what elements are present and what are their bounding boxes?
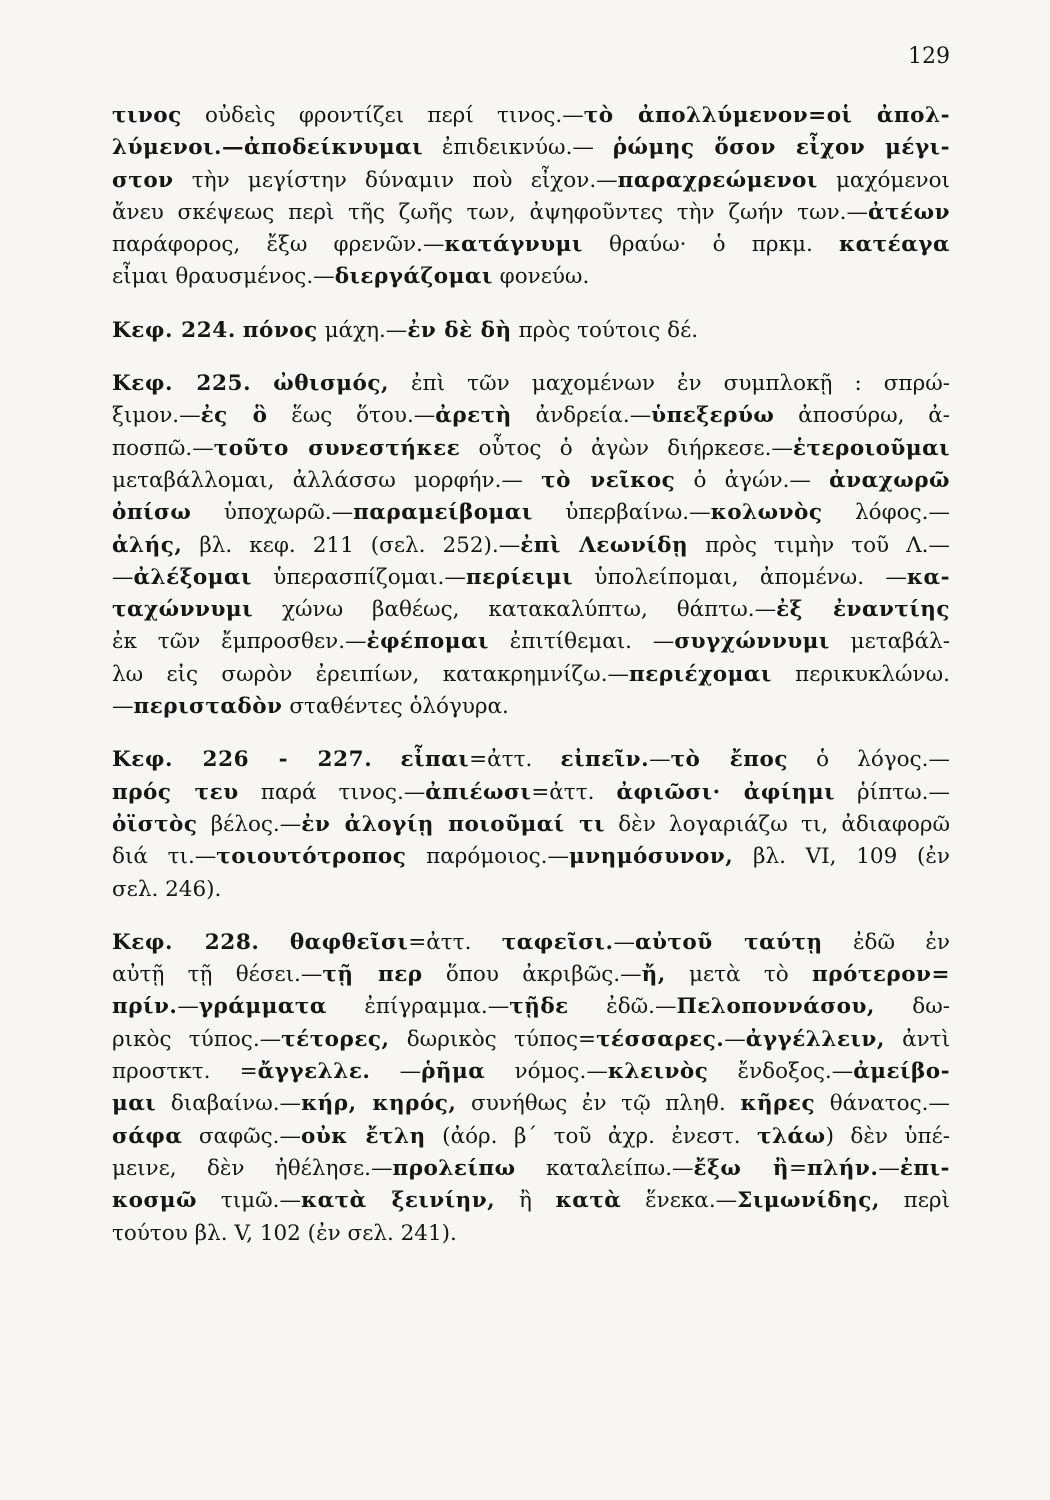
text-line [112, 497, 950, 529]
gloss-text: παρά τινος.— [238, 779, 426, 805]
text-line [112, 1121, 950, 1153]
gloss-text: — [112, 694, 134, 720]
paragraph-1 [112, 100, 950, 294]
headword: ὑπεξερύω [651, 403, 775, 429]
text-line [112, 777, 950, 809]
text-line [112, 1024, 950, 1056]
gloss-text [236, 318, 243, 343]
headword: κολωνὸς [710, 500, 823, 526]
headword: περισταδὸν [133, 694, 283, 720]
headword: παραχρεώμενοι [617, 167, 818, 193]
headword: κοσμῶ [112, 1188, 198, 1214]
headword: ὀπίσω [112, 500, 192, 526]
headword: ῥῆμα [421, 1059, 486, 1085]
headword: κλεινὸς [607, 1059, 709, 1085]
gloss-text: λόφος.— [822, 500, 950, 526]
headword: ἐπὶ Λεωνίδῃ [520, 532, 689, 558]
gloss-text: δωρικὸς τύπος= [389, 1026, 597, 1052]
text-line [112, 433, 950, 465]
text-line [112, 368, 950, 400]
text-line [112, 315, 950, 347]
text-line [112, 927, 950, 959]
paragraph-chapter-225 [112, 368, 950, 723]
headword: ἀναχωρῶ [829, 467, 950, 493]
headword: οὐκ ἔτλη [301, 1123, 426, 1149]
headword: κατάγνυμι [444, 232, 583, 258]
headword: κῆρες [740, 1091, 816, 1117]
headword: παραμείβομαι [353, 500, 533, 526]
headword: Σιμωνίδης, [737, 1188, 880, 1214]
text-line [112, 1056, 950, 1088]
gloss-text: τούτου βλ. V, 102 (ἐν σελ. 241). [112, 1220, 457, 1246]
gloss-text: τιμῶ.— [197, 1188, 301, 1214]
gloss-text: παράφορος, ἔξω φρενῶν.— [112, 232, 445, 258]
headword: ἀτέων [868, 199, 950, 225]
gloss-text: — [177, 994, 199, 1020]
headword: τὸ ἀπολλύμενον=οἱ ἀπολ- [583, 103, 950, 128]
text-line [112, 132, 950, 164]
text-line [112, 229, 950, 261]
headword: διεργάζομαι [334, 264, 493, 290]
text-line [112, 626, 950, 658]
gloss-text: μεταβάλ- [829, 629, 950, 655]
text-line [112, 197, 950, 229]
text-line [112, 530, 950, 562]
gloss-text: ὑπολείπομαι, ἀπομένω. — [573, 564, 907, 590]
gloss-text: ἐκ τῶν ἔμπροσθεν.— [112, 629, 367, 655]
headword: τὸ ἔπος [670, 747, 788, 773]
headword: τινος [112, 103, 182, 128]
headword: θαφθεῖσι [289, 929, 409, 955]
text-line [112, 594, 950, 626]
headword: ἀφιῶσι· ἀφίημι [616, 779, 835, 805]
gloss-text: ὁ λόγος.— [787, 747, 950, 773]
headword: ἀπιέωσι [425, 779, 532, 805]
gloss-text: περὶ [879, 1188, 950, 1214]
gloss-text: ἕως ὅτου.— [267, 403, 436, 429]
gloss-text: ὅπου ἀκριβῶς.— [422, 962, 642, 988]
gloss-text: παρόμοιος.— [406, 844, 569, 870]
headword: τὸ νεῖκος [541, 467, 676, 493]
headword: ταχώννυμι [112, 597, 254, 623]
gloss-text: (ἀόρ. β΄ τοῦ ἀχρ. ἐνεστ. [425, 1123, 757, 1149]
text-line [112, 400, 950, 432]
gloss-text: ἐπιτίθεμαι. — [488, 629, 675, 655]
gloss-text: περικυκλώνω. [771, 661, 950, 687]
text-line [112, 874, 950, 906]
gloss-text: διαβαίνω.— [156, 1091, 302, 1117]
headword: ἔξω ἢ [693, 1155, 789, 1181]
headword: σάφα [112, 1123, 183, 1149]
chapter-heading: Κεφ. 226 - 227. [112, 747, 373, 773]
headword: πρότερον= [812, 962, 950, 988]
headword: ἑτεροιοῦμαι [792, 435, 950, 461]
gloss-text: ἐδῶ.— [568, 994, 677, 1020]
headword: στον [112, 167, 174, 193]
headword: περίειμι [465, 564, 574, 590]
gloss-text: =ἀττ. [469, 747, 561, 773]
gloss-text: λω εἰς σωρὸν ἐρειπίων, κατακρημνίζω.— [112, 661, 630, 687]
gloss-text: ἐπὶ τῶν μαχομένων ἐν συμπλοκῇ : σπρώ- [388, 371, 950, 397]
gloss-text: μεινε, δὲν ἠθέλησε.— [112, 1155, 393, 1181]
gloss-text: πρὸς τιμὴν τοῦ Λ.— [688, 532, 950, 558]
gloss-text: θραύω· ὁ πρκμ. [582, 232, 840, 258]
gloss-text: ξιμον.— [112, 403, 201, 429]
gloss-text: ) δὲν ὑπέ- [825, 1123, 950, 1149]
headword: ἀρετὴ [435, 403, 512, 429]
headword: ὀϊστὸς [112, 811, 198, 837]
headword: γράμματα [198, 994, 327, 1020]
headword: εἰπεῖν. [560, 747, 650, 773]
headword: τῇ περ [322, 962, 423, 988]
gloss-text: — [613, 929, 635, 955]
headword: ἀμείβο- [853, 1059, 950, 1085]
headword: ἐξ ἐναντίης [776, 597, 950, 623]
headword: ἀγγέλλειν, [745, 1026, 885, 1052]
gloss-text: τὴν μεγίστην δύναμιν ποὺ εἶχον.— [173, 167, 618, 193]
gloss-text: ἀποσύρω, ἀ- [774, 403, 950, 429]
gloss-text: ἀνδρεία.— [511, 403, 652, 429]
gloss-text: καταλείπω.— [515, 1155, 694, 1181]
gloss-text: ἐπιδεικνύω.— [423, 135, 613, 161]
headword: πρίν. [112, 994, 178, 1020]
gloss-text: ὑπερασπίζομαι.— [251, 564, 466, 590]
gloss-text: ὁ ἀγών.— [675, 467, 830, 493]
gloss-text: βλ. VI, 109 (ἐν [733, 844, 950, 870]
paragraph-chapter-228 [112, 927, 950, 1250]
headword: ἐν δὲ δὴ [407, 317, 512, 343]
gloss-text: εἶμαι θραυσμένος.— [112, 264, 335, 290]
gloss-text: συνήθως ἐν τῷ πληθ. [456, 1091, 741, 1117]
gloss-text: — [112, 564, 134, 590]
text-line [112, 1153, 950, 1185]
text-line [112, 165, 950, 197]
gloss-text: ἔνδοξος.— [708, 1059, 854, 1085]
gloss-text: = [788, 1155, 807, 1181]
gloss-text: — [878, 1155, 900, 1181]
paragraph-chapter-226-227 [112, 744, 950, 905]
headword: συγχώννυμι [674, 629, 830, 655]
gloss-text: ὑπερβαίνω.— [532, 500, 711, 526]
gloss-text: ἕνεκα.— [621, 1188, 738, 1214]
gloss-text: ἀντὶ [884, 1026, 950, 1052]
text-line [112, 1218, 950, 1250]
gloss-text: δω- [874, 994, 950, 1020]
gloss-text: αὐτῇ τῇ θέσει.— [112, 962, 323, 988]
gloss-text [251, 371, 273, 396]
headword: ἁλής, [112, 532, 183, 558]
page-text [112, 100, 950, 1250]
headword: πόνος [242, 317, 318, 343]
gloss-text: πρὸς τούτοις δέ. [511, 317, 699, 343]
gloss-text: ἢ [495, 1188, 556, 1214]
headword: τῇδε [509, 994, 569, 1020]
gloss-text: ἐπίγραμμα.— [326, 994, 510, 1020]
headword: πρός τευ [112, 779, 239, 805]
headword: ἐπι- [899, 1155, 950, 1181]
gloss-text: ῥίπτω.— [834, 779, 950, 805]
paragraph-chapter-224 [112, 315, 950, 347]
headword: ἐς ὃ [200, 403, 268, 429]
headword: ἄγγελλε. [257, 1059, 371, 1085]
text-line [112, 261, 950, 293]
text-line [112, 991, 950, 1023]
gloss-text: οὐδεὶς φροντίζει περί τινος.— [181, 103, 584, 128]
gloss-text: χώνω βαθέως, κατακαλύπτω, θάπτω.— [253, 597, 777, 623]
headword: ῥώμης ὅσον εἶχον μέγι- [612, 135, 950, 161]
chapter-heading: Κεφ. 228. [112, 929, 260, 955]
headword: κατέαγα [839, 232, 950, 258]
headword: ἤ, [641, 962, 666, 988]
gloss-text: προστκτ. = [112, 1059, 258, 1085]
gloss-text: ρικὸς τύπος.— [112, 1026, 282, 1052]
gloss-text: ποσπῶ.— [112, 435, 214, 461]
headword: τέσσαρες. [596, 1026, 725, 1052]
headword: κήρ, κηρός, [301, 1091, 457, 1117]
text-line [112, 841, 950, 873]
headword: τοῦτο συνεστήκεε [213, 435, 461, 461]
gloss-text: — [649, 747, 671, 773]
headword: τέτορες, [281, 1026, 390, 1052]
gloss-text: μάχη.— [317, 317, 408, 343]
gloss-text [372, 747, 400, 772]
headword: κα- [906, 564, 950, 590]
gloss-text: ὑποχωρῶ.— [191, 500, 354, 526]
text-line [112, 1185, 950, 1217]
headword: ταφεῖσι. [501, 929, 614, 955]
headword: τλάω [757, 1123, 826, 1149]
headword: ὠθισμός, [273, 371, 389, 397]
text-line [112, 691, 950, 723]
gloss-text: δὲν λογαριάζω τι, ἀδιαφορῶ [604, 811, 950, 837]
headword: μνημόσυνον, [569, 844, 734, 870]
gloss-text: =ἀττ. [408, 929, 502, 955]
gloss-text: σταθέντες ὁλόγυρα. [282, 694, 509, 720]
gloss-text: σελ. 246). [112, 876, 222, 902]
text-line [112, 659, 950, 691]
headword: κατὰ ξεινίην, [300, 1188, 496, 1214]
text-line [112, 465, 950, 497]
text-line [112, 809, 950, 841]
page-number: 129 [908, 44, 950, 69]
gloss-text: φονεύω. [492, 264, 590, 290]
headword: τοιουτότροπος [216, 844, 407, 870]
gloss-text: μαχόμενοι [817, 167, 950, 193]
headword: ἀλέξομαι [133, 564, 252, 590]
gloss-text: οὗτος ὁ ἀγὼν διήρκεσε.— [460, 435, 793, 461]
chapter-heading: Κεφ. 225. [112, 371, 252, 397]
headword: λύμενοι.—ἀποδείκνυμαι [112, 135, 424, 161]
chapter-heading: Κεφ. 224. [112, 317, 236, 343]
gloss-text: — [370, 1059, 422, 1085]
headword: εἶπαι [400, 747, 470, 773]
text-line [112, 959, 950, 991]
gloss-text: σαφῶς.— [182, 1123, 302, 1149]
text-line [112, 562, 950, 594]
headword: ἐν ἀλογίῃ ποιοῦμαί τι [301, 811, 605, 837]
headword: μαι [112, 1091, 157, 1117]
text-line [112, 744, 950, 776]
gloss-text: μετὰ τὸ [665, 962, 812, 988]
gloss-text: μεταβάλλομαι, ἀλλάσσω μορφήν.— [112, 467, 542, 493]
text-line [112, 1088, 950, 1120]
gloss-text: βλ. κεφ. 211 (σελ. 252).— [182, 532, 521, 558]
gloss-text: διά τι.— [112, 844, 217, 870]
headword: προλείπω [392, 1155, 516, 1181]
gloss-text: θάνατος.— [815, 1091, 950, 1117]
headword: Πελοποννάσου, [676, 994, 875, 1020]
gloss-text: ἐδῶ ἐν [822, 929, 950, 955]
headword: ἐφέπομαι [366, 629, 489, 655]
headword: κατὰ [555, 1188, 622, 1214]
gloss-text [259, 930, 289, 955]
headword: πλήν. [806, 1155, 879, 1181]
gloss-text: — [724, 1026, 746, 1052]
gloss-text: =ἀττ. [531, 779, 617, 805]
gloss-text: νόμος.— [485, 1059, 608, 1085]
headword: περιέχομαι [629, 661, 772, 687]
gloss-text: βέλος.— [197, 811, 302, 837]
gloss-text: ἄνευ σκέψεως περὶ τῆς ζωῆς των, ἀψηφοῦντες τὴν ζωήν των.— [112, 199, 869, 225]
text-line [112, 100, 950, 132]
headword: αὐτοῦ ταύτῃ [634, 929, 823, 955]
